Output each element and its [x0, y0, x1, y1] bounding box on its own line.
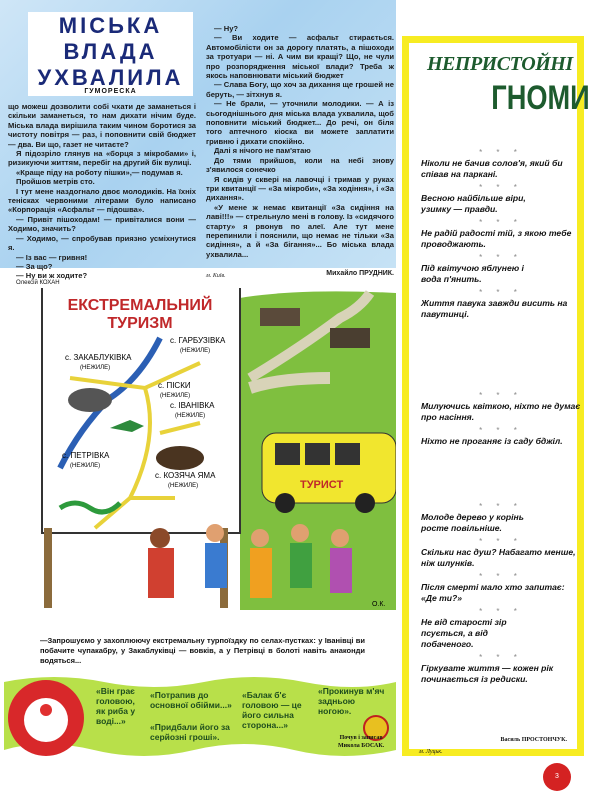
paragraph: «Краще піду на роботу пішки»,— подумав я. — [16, 167, 183, 177]
paragraph: До тями прийшов, коли на небі знову з'явилося сонечко — [206, 155, 394, 175]
village-note: (НЕЖИЛЕ) — [175, 413, 206, 419]
paragraph: «У мене ж немає квитанції «За сидіння на лаві!!!» — стрельнуло мені в голову. Із «сидячого старту» я рвонув по алеї. Але тут мене перепинили і пояснили, що немає не тільки «За сидіння», а й «За бігання»... Бо міська влада ухвалила... — [206, 202, 394, 259]
separator: * * * — [479, 253, 523, 262]
cartoon-illustration — [0, 288, 396, 610]
separator: * * * — [479, 218, 523, 227]
separator: * * * — [479, 502, 523, 511]
village-note: (НЕЖИЛЕ) — [80, 365, 111, 371]
quote: «Прокинув м'яч задньою ногою». — [318, 686, 385, 716]
title-line: УХВАЛИЛА — [37, 65, 184, 90]
separator: * * * — [479, 572, 523, 581]
credit-line: Микола БОСАК. — [338, 743, 385, 749]
aphorism: Ніколи не бачив солов'я, який би співав на паркані. — [421, 158, 563, 179]
paragraph: Пройшов метрів сто. — [16, 177, 95, 187]
article-author: Михайло ПРУДНИК. — [326, 270, 394, 278]
panel-city: м. Луцьк. — [419, 749, 443, 755]
village-house — [260, 308, 300, 326]
quote: «Придбали його за серйозні гроші». — [150, 722, 230, 742]
aphorism: Весною найбільше віри, узимку — правди. — [421, 193, 526, 214]
aphorism: Під квітучою яблунею і вода п'янить. — [421, 263, 524, 284]
paragraph: — Ви ходите — асфальт стирається. Автомобілісти он за дорогу платять, а пішоходи за тротуари — ні. А чим ви кращі? Що, не чули про розпорядження міської влади? Треба ж якось наповнювати міський бюджет — [206, 33, 394, 81]
article-city: м. Київ. — [206, 272, 226, 279]
sign-title: ТУРИЗМ — [107, 315, 173, 332]
sign-title: ЕКСТРЕМАЛЬНИЙ — [67, 297, 213, 314]
village-label: с. КОЗЯЧА ЯМА — [155, 471, 216, 480]
article-subtitle: ГУМОРЕСКА — [84, 88, 137, 95]
village-label: с. ПІСКИ — [158, 381, 191, 390]
aphorism: Ніхто не проганяє із саду бджіл. — [421, 436, 563, 446]
banner-credit — [338, 734, 384, 750]
aphorism: Скільки нас душ? Набагато менше, ніж шлунків. — [421, 547, 576, 568]
cartoon-artist: Олексій КОХАН — [16, 280, 60, 286]
separator: * * * — [479, 426, 523, 435]
paragraph: — Не брали, — уточнили молодики. — А із сьогоднішнього дня міська влада ухвалила, щоб поповнити міський бюджет... До речі, он біля того аптечного кіоска ви можете заплатити гривню і дихати спокійно. — [206, 99, 394, 146]
village-note: (НЕЖИЛЕ) — [180, 348, 211, 354]
panel-title-2: ГНОМИ — [491, 79, 590, 117]
aphorism: Після смерті мало хто запитає: «Де ти?» — [421, 582, 565, 603]
paragraph: — Слава Богу, що хоч за дихання ще грошей не беруть, — зітхнув я. — [206, 80, 394, 99]
panel-title: НЕПРИСТОЙНІ — [427, 53, 573, 75]
paragraph: — Ну ви ж ходите? — [16, 271, 88, 281]
chupacabra — [156, 446, 204, 470]
aphorism: Життя павука завжди висить на павутинці. — [421, 298, 568, 319]
paragraph: Я сидів у сквері на лавочці і тримав у руках три квитанції — «За мікроби», «За ходіння», і «За дихання». — [206, 174, 394, 203]
village-label: с. ПЕТРІВКА — [62, 451, 110, 460]
artist-initials: О.К. — [372, 601, 386, 608]
paragraph: Далі я нічого не пам'ятаю — [214, 146, 311, 156]
aphorism: Не радій радості тій, з якою тебе проводжають. — [421, 228, 572, 249]
quote: «Він грає головою, як риба у воді...» — [96, 686, 136, 726]
village-house — [330, 328, 370, 348]
paragraph: — Привіт пішоходам! — привіталися вони — Ходимо, значить? — [8, 214, 196, 234]
aphorism: Милуючись квіткою, ніхто не думає про насіння. — [421, 401, 581, 422]
aphorisms-panel — [402, 36, 590, 756]
separator: * * * — [479, 391, 523, 400]
article-column-2 — [206, 24, 394, 279]
village-label: с. ГАРБУЗІВКА — [170, 336, 226, 345]
aphorism: Не від старості зір псується, а від побаченого. — [421, 617, 507, 649]
wolf — [68, 388, 112, 412]
paragraph: Я підозріло глянув на «борця з мікробами» і, ризикуючи життям, перебіг на другий бік вулиці. — [8, 149, 196, 168]
paragraph: І тут мене наздогнало двоє молодиків. На їхніх тенісках червоними літерами було написано «Корпорація «Асфальт — підошва». — [8, 186, 196, 215]
credit-line: Почув і записав — [339, 735, 383, 741]
quote: «Потрапив до основної обійми...» — [150, 690, 232, 710]
separator: * * * — [479, 653, 523, 662]
cartoon-caption: —Запрошуємо у захоплюючу екстремальну турпоїздку по селах-пустках: у Іванівці ви побачите чупакабру, у Закаблуківці — вовків, а у Петрівці в болоті навіть анаконди водяться... — [40, 636, 365, 665]
village-label: с. ІВАНІВКА — [170, 401, 215, 410]
village-label: с. ЗАКАБЛУКІВКА — [65, 353, 132, 362]
village-note: (НЕЖИЛЕ) — [168, 483, 199, 489]
bees-illustration — [421, 447, 581, 499]
panel-author: Василь ПРОСТОНЧУК. — [500, 737, 567, 743]
page-number: 3 — [543, 763, 571, 791]
title-line: ВЛАДА — [63, 39, 158, 64]
separator: * * * — [479, 183, 523, 192]
spider-illustration — [421, 320, 581, 388]
aphorism-list — [421, 145, 581, 685]
village-note: (НЕЖИЛЕ) — [160, 393, 191, 399]
bus-label: ТУРИСТ — [300, 479, 344, 491]
article-title — [28, 12, 193, 96]
separator: * * * — [479, 148, 523, 157]
paragraph: — Ходимо, — спробував приязно усміхнутися я. — [8, 233, 196, 253]
paragraph: — За що? — [16, 261, 53, 271]
tourist-bus — [262, 433, 396, 513]
article-column-1 — [8, 102, 196, 281]
paragraph: — Ну? — [214, 24, 239, 33]
quote: «Балак б'є головою — це його сильна сторона...» — [242, 690, 302, 730]
paragraph: — Із вас — гривня! — [16, 252, 88, 262]
separator: * * * — [479, 607, 523, 616]
separator: * * * — [479, 537, 523, 546]
paragraph: що можеш дозволити собі чхати де заманеться і скільки заманеться, то нам дихати нічим буде. Міська влада вирішила таким чином боротися за чистоту повітря — раз, і поповнити свій бюджет — два. Ви що, газет не читаєте? — [8, 102, 196, 149]
aphorism: Молоде дерево у корінь росте повільніше. — [421, 512, 524, 533]
village-note: (НЕЖИЛЕ) — [70, 463, 101, 469]
aphorism: Гіркувате життя — кожен рік починається із редиски. — [421, 663, 554, 684]
title-line: МІСЬКА — [58, 13, 163, 38]
separator: * * * — [479, 288, 523, 297]
